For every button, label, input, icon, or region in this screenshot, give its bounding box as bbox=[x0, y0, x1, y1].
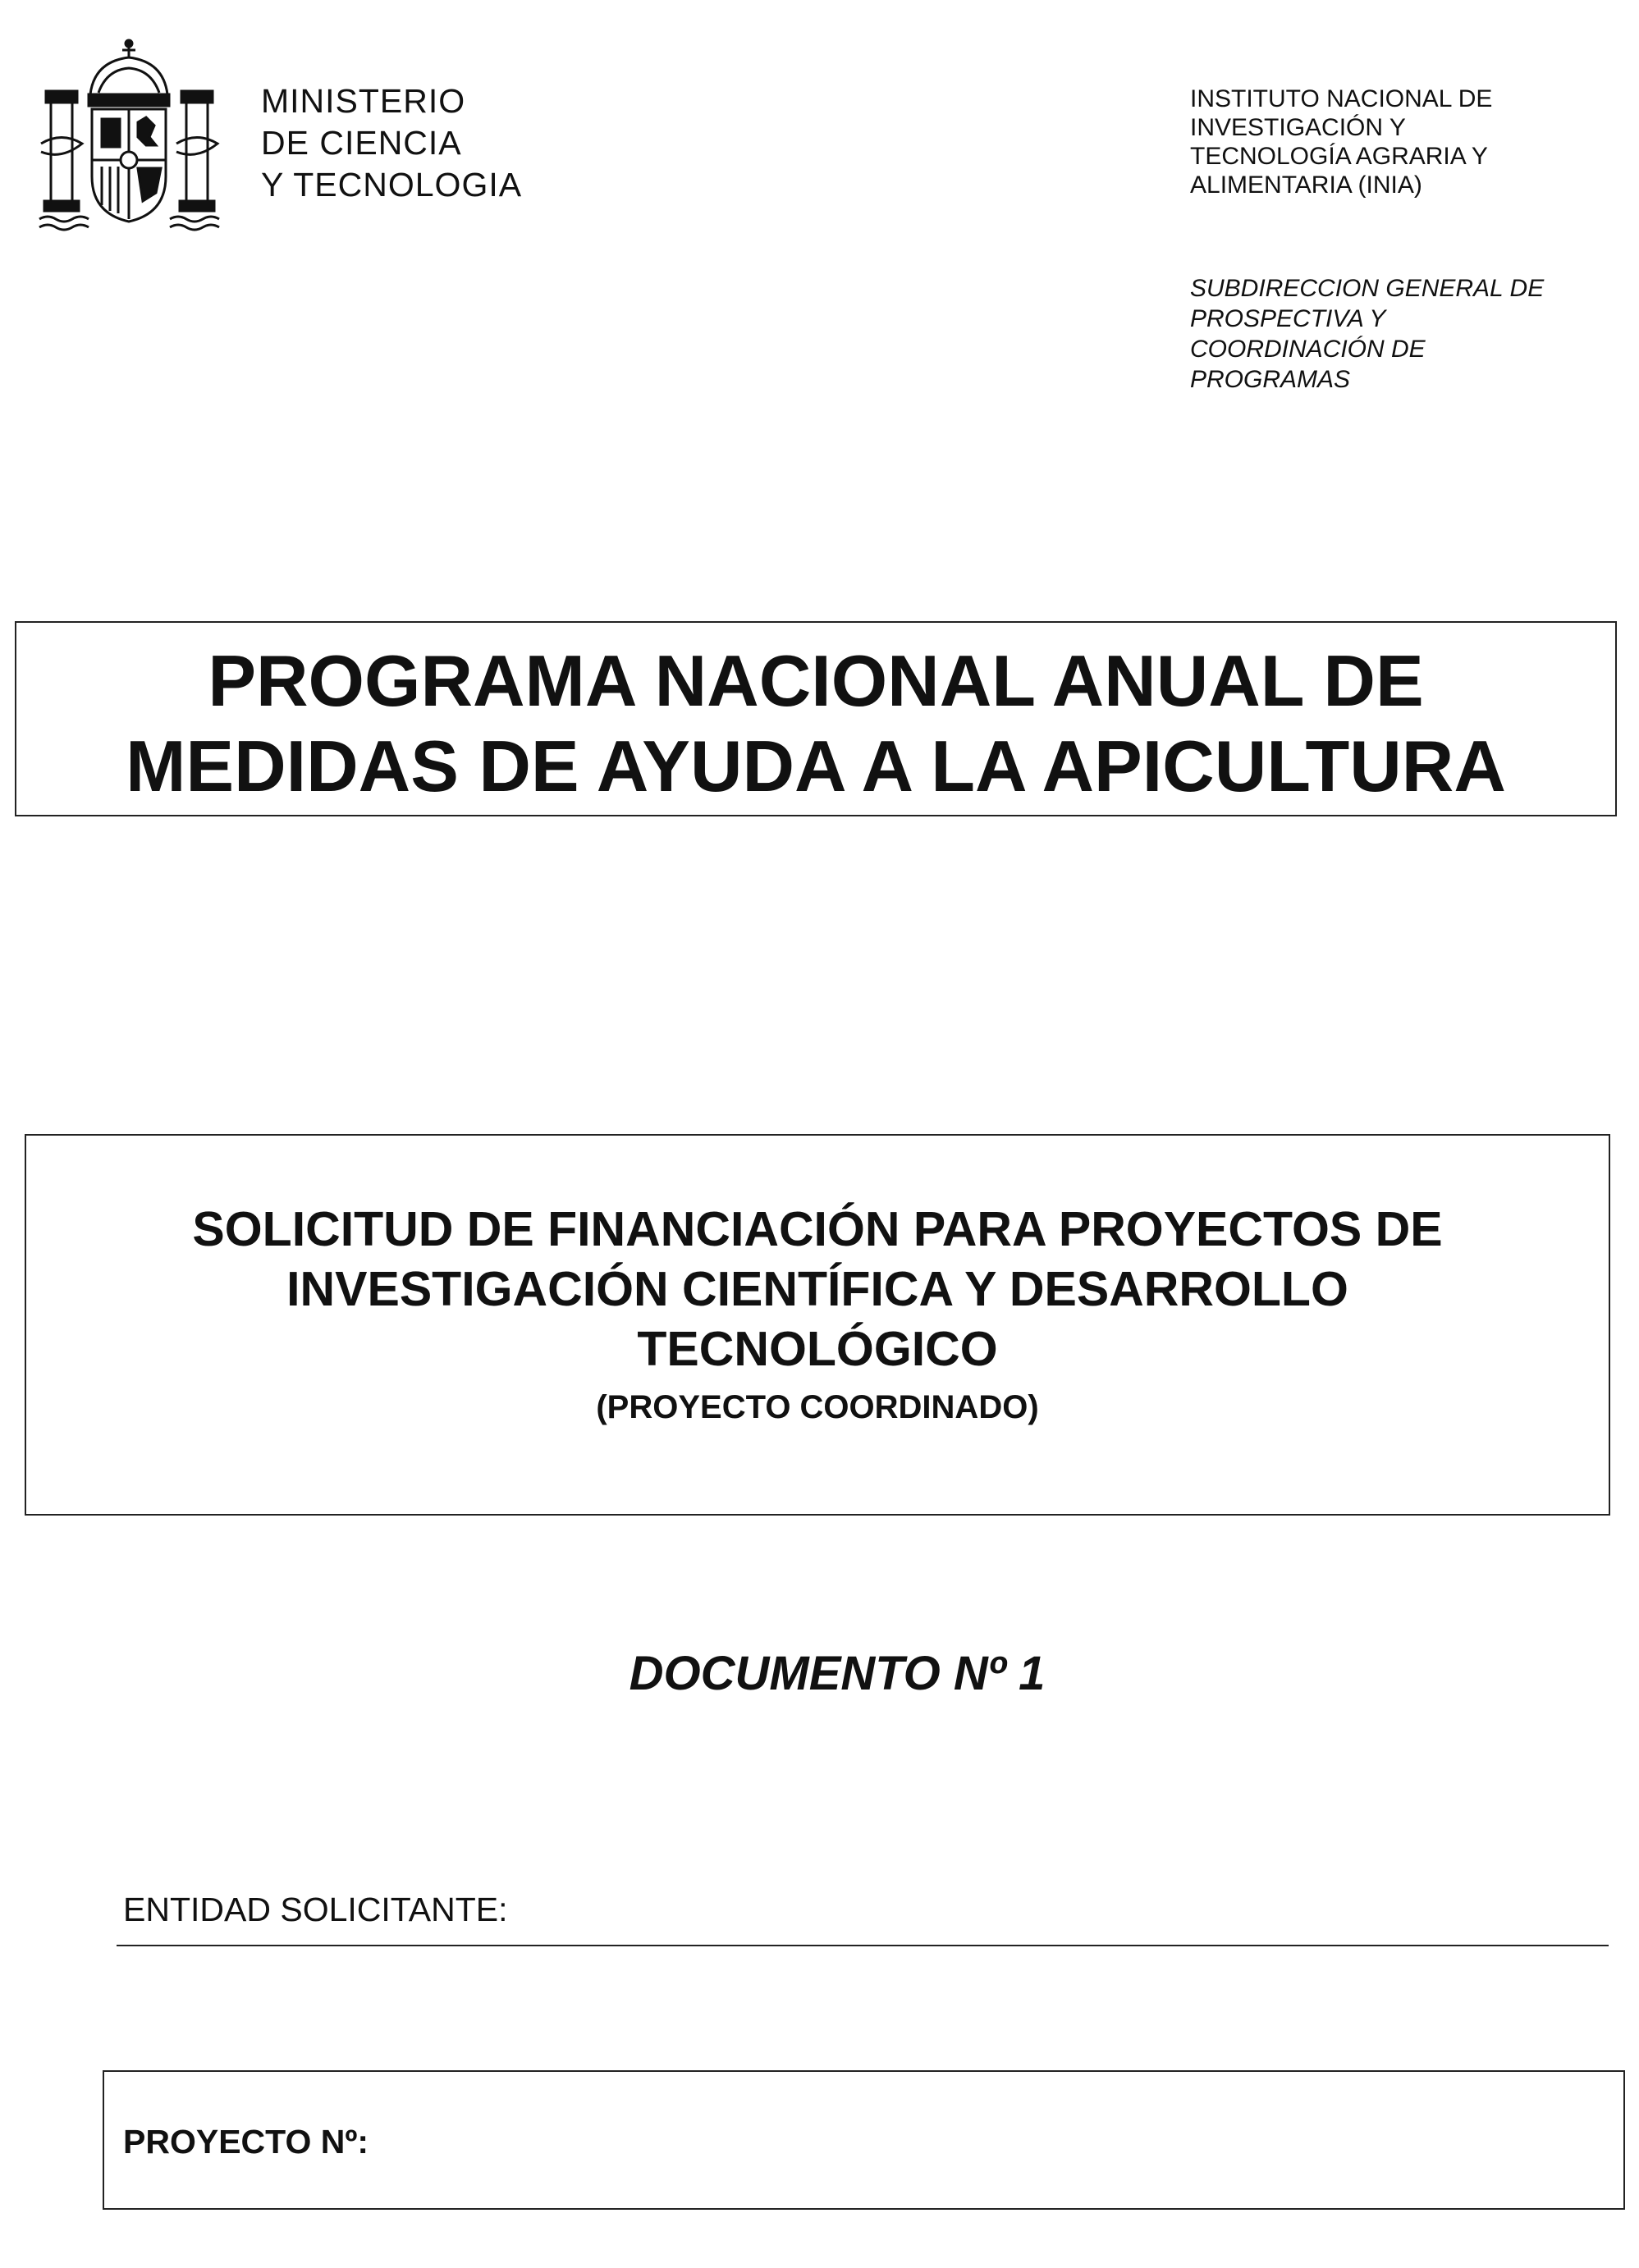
subdireccion-line: SUBDIRECCION GENERAL DE bbox=[1190, 275, 1545, 302]
solicitud-title-line: TECNOLÓGICO bbox=[637, 1322, 998, 1376]
institute-line: INSTITUTO NACIONAL DE bbox=[1190, 85, 1493, 112]
ministry-line: MINISTERIO bbox=[261, 82, 466, 120]
documento-number: DOCUMENTO Nº 1 bbox=[629, 1647, 1046, 1700]
subdireccion-name bbox=[1190, 273, 1544, 395]
programa-title-line: MEDIDAS DE AYUDA A LA APICULTURA bbox=[126, 725, 1506, 807]
programa-title-line: PROGRAMA NACIONAL ANUAL DE bbox=[208, 640, 1424, 721]
institute-line: TECNOLOGÍA AGRARIA Y bbox=[1190, 143, 1488, 170]
solicitud-title bbox=[25, 1200, 1610, 1379]
solicitud-title-line: SOLICITUD DE FINANCIACIÓN PARA PROYECTOS DE bbox=[192, 1202, 1443, 1256]
solicitud-title-line: INVESTIGACIÓN CIENTÍFICA Y DESARROLLO bbox=[286, 1262, 1348, 1316]
ministry-line: Y TECNOLOGIA bbox=[261, 166, 523, 203]
entidad-solicitante-field-line[interactable] bbox=[117, 1945, 1609, 1946]
spanish-coat-of-arms-icon bbox=[33, 37, 226, 234]
proyecto-number-label: PROYECTO Nº: bbox=[123, 2123, 369, 2161]
institute-line: ALIMENTARIA (INIA) bbox=[1190, 171, 1422, 199]
solicitud-subtitle: (PROYECTO COORDINADO) bbox=[596, 1389, 1039, 1425]
institute-line: INVESTIGACIÓN Y bbox=[1190, 114, 1406, 141]
subdireccion-line: COORDINACIÓN DE bbox=[1190, 336, 1426, 363]
programa-title bbox=[15, 638, 1617, 809]
subdireccion-line: PROGRAMAS bbox=[1190, 366, 1351, 393]
ministry-line: DE CIENCIA bbox=[261, 124, 462, 162]
subdireccion-line: PROSPECTIVA Y bbox=[1190, 305, 1386, 332]
ministry-name bbox=[261, 80, 522, 206]
institute-name bbox=[1190, 85, 1492, 199]
entidad-solicitante-label: ENTIDAD SOLICITANTE: bbox=[123, 1891, 508, 1928]
